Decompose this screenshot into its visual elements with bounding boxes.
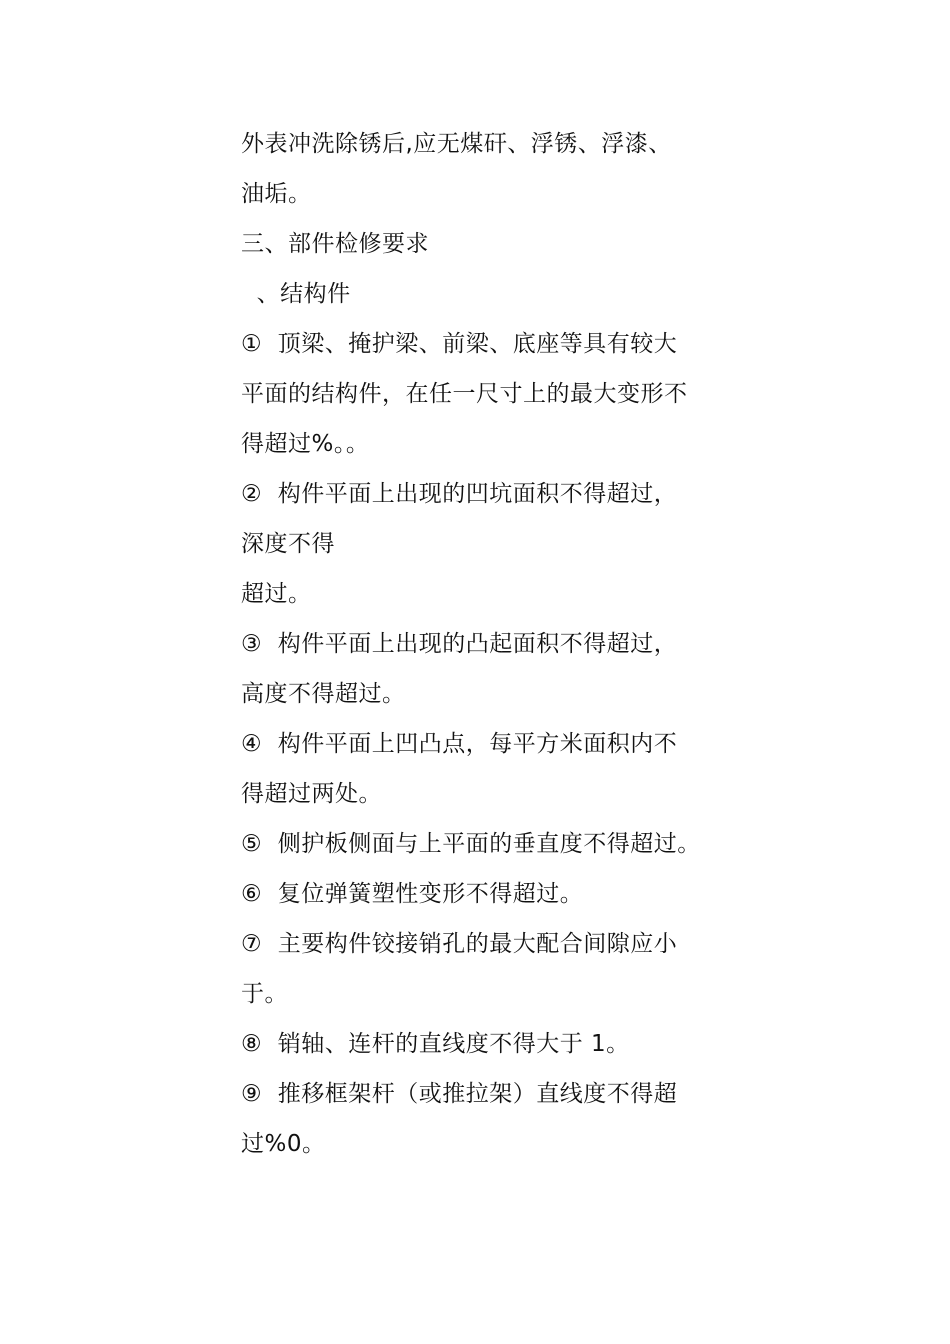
list-item-2: ② 构件平面上出现的凹坑面积不得超过， (241, 481, 678, 507)
text-line: 过%0。 (241, 1131, 326, 1157)
text-line: 得超过两处。 (241, 781, 382, 807)
list-item-8: ⑧ 销轴、连杆的直线度不得大于 1。 (241, 1031, 630, 1057)
text-line: 油垢。 (241, 181, 312, 207)
list-item-7: ⑦ 主要构件铰接销孔的最大配合间隙应小 (241, 931, 678, 957)
list-item-3: ③ 构件平面上出现的凸起面积不得超过， (241, 631, 678, 657)
text-line: 于。 (241, 981, 288, 1007)
text-line: 高度不得超过。 (241, 681, 406, 707)
text-line: 外表冲洗除锈后,应无煤矸、浮锈、浮漆、 (241, 131, 672, 157)
text-line: 超过。 (241, 581, 312, 607)
list-item-9: ⑨ 推移框架杆（或推拉架）直线度不得超 (241, 1081, 678, 1107)
list-item-5: ⑤ 侧护板侧面与上平面的垂直度不得超过。 (241, 831, 701, 857)
list-item-6: ⑥ 复位弹簧塑性变形不得超过。 (241, 881, 584, 907)
text-line: 得超过%。。 (241, 431, 370, 457)
text-line: 深度不得 (241, 531, 335, 557)
section-heading: 三、部件检修要求 (241, 231, 429, 257)
list-item-4: ④ 构件平面上凹凸点，每平方米面积内不 (241, 731, 678, 757)
list-item-1: ① 顶梁、掩护梁、前梁、底座等具有较大 (241, 331, 678, 357)
subsection-heading: 、结构件 (241, 281, 351, 307)
text-line: 平面的结构件，在任一尺寸上的最大变形不 (241, 381, 688, 407)
